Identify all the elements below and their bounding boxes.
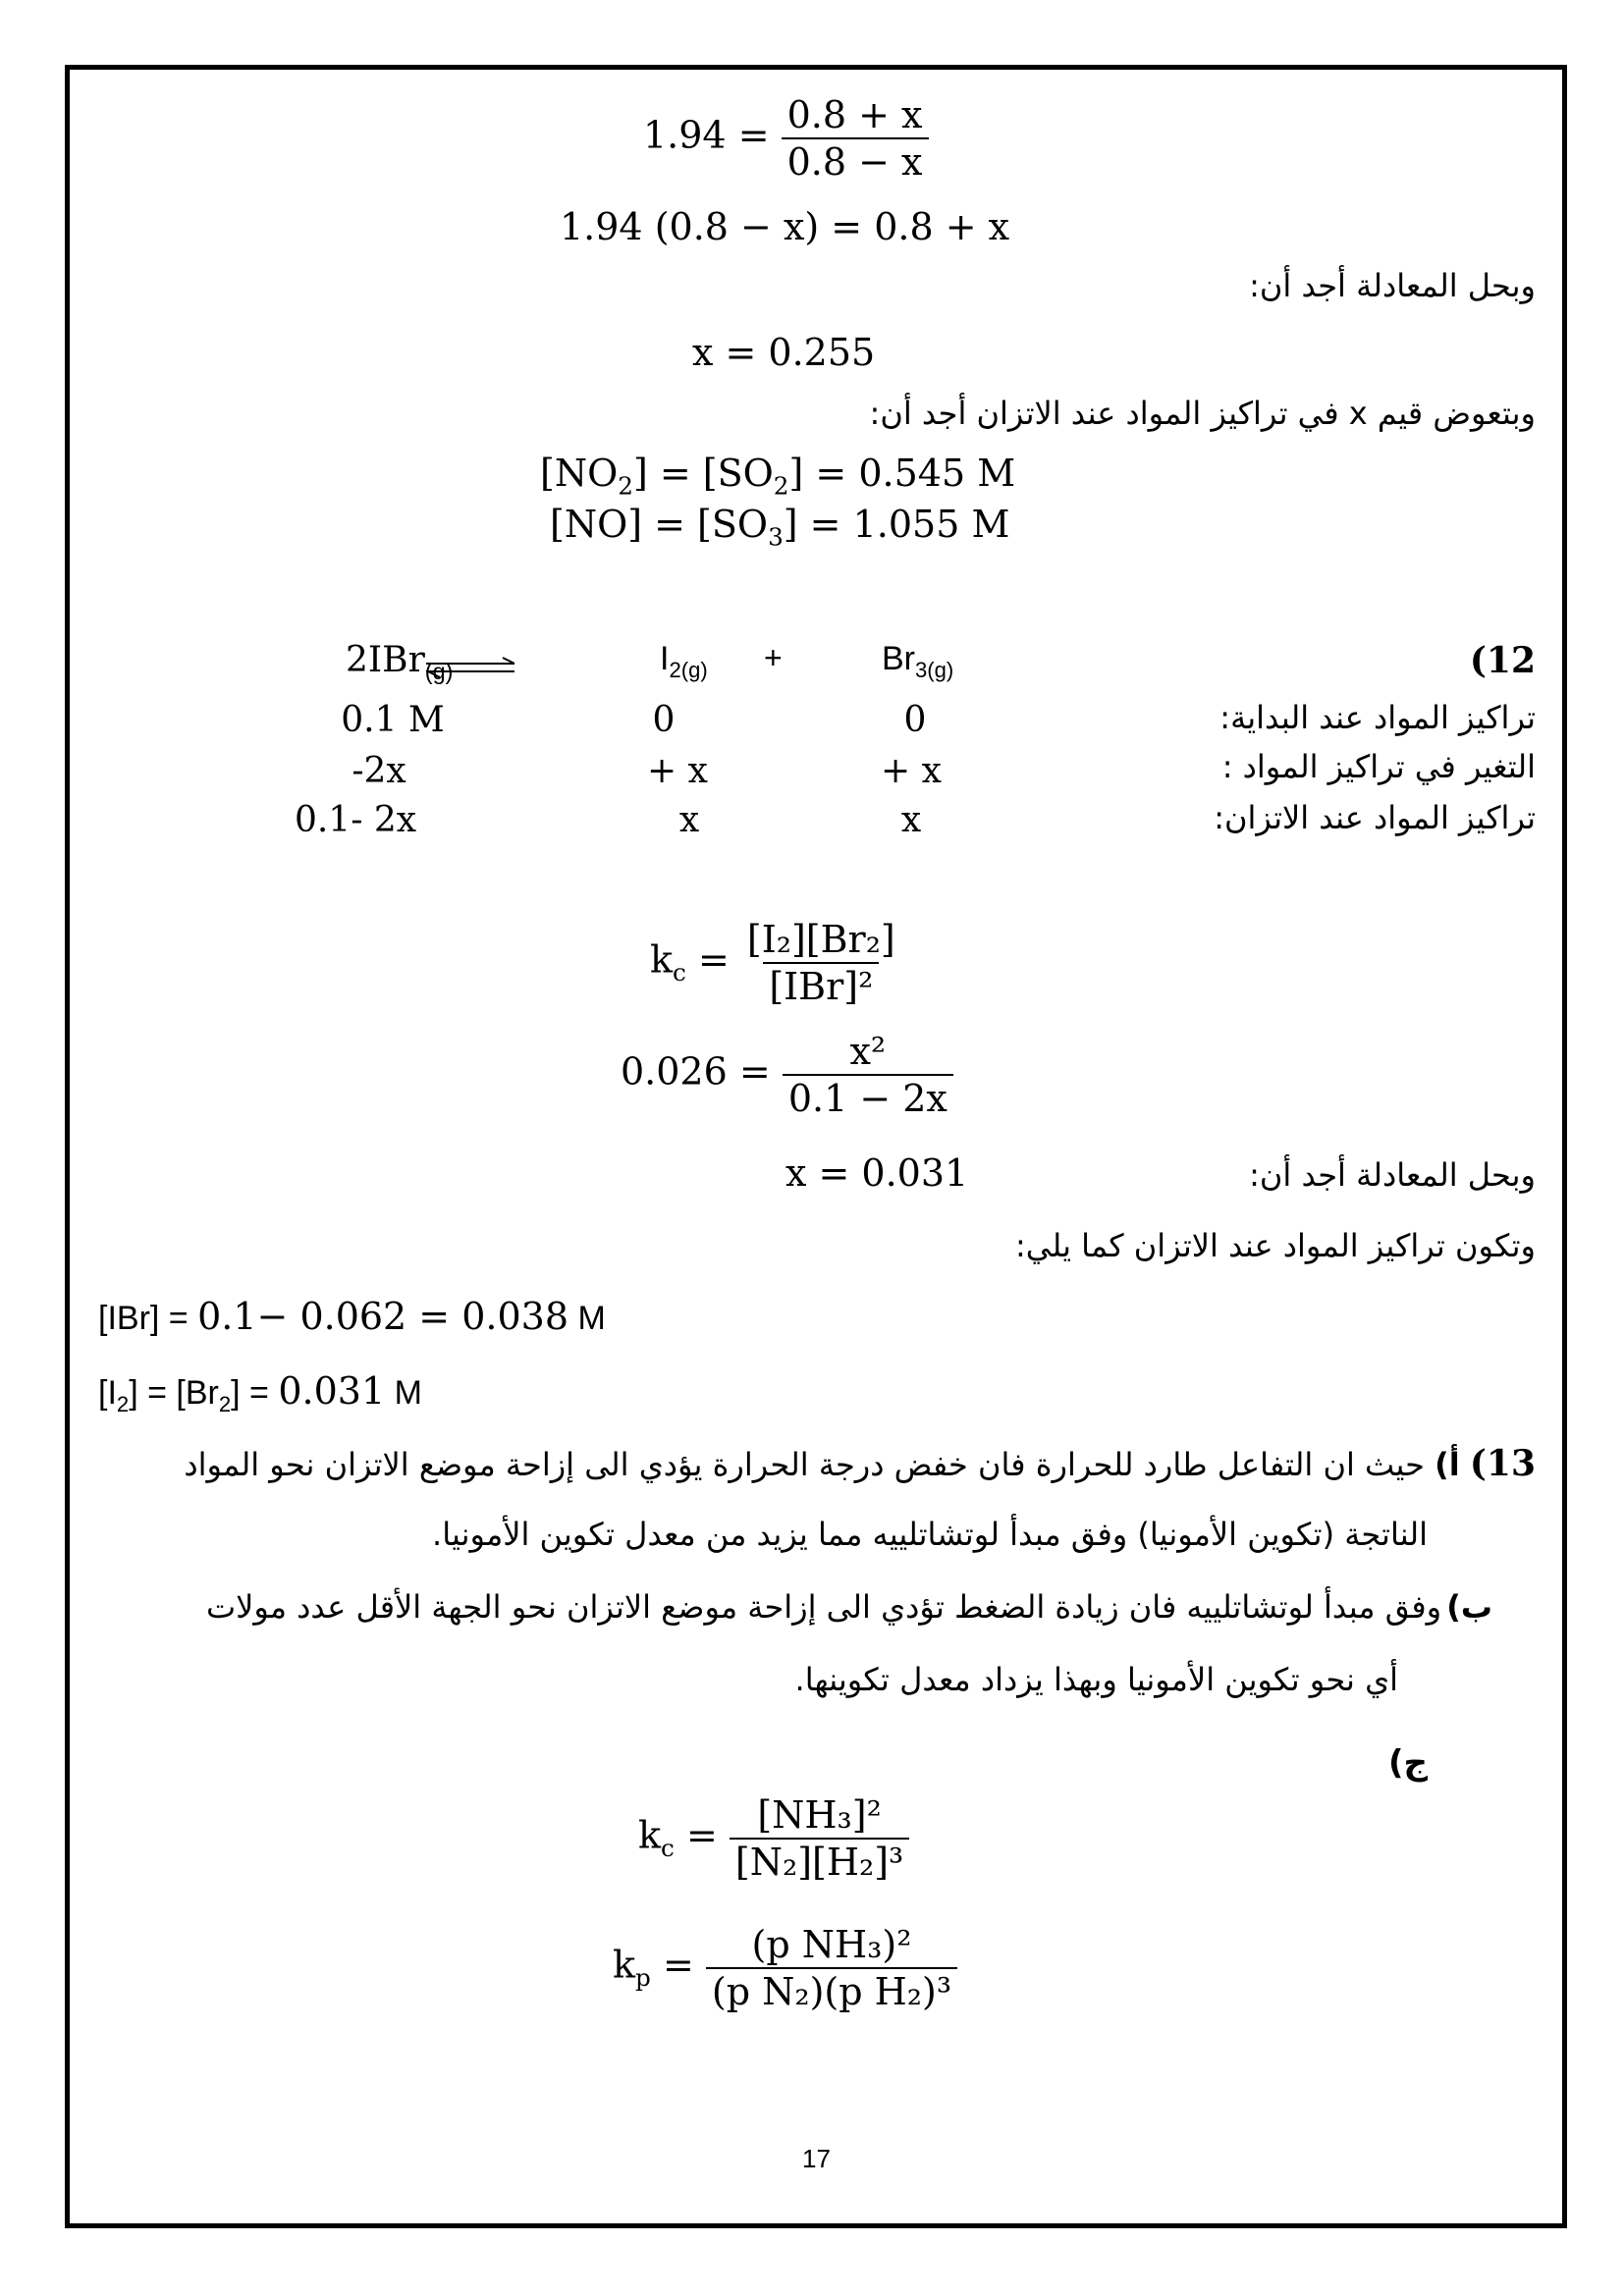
kp-expression-13: $k_p$ = $\frac{\text{(p NH₃)²}}{\text{(p N₂)(p H₂)³}}$ <box>613 1926 957 2010</box>
q13-line-b1 <box>206 1588 1492 1626</box>
kc-value-equation <box>621 1030 953 1120</box>
question-13-number: 13) <box>1469 1443 1536 1484</box>
conc-value: 0.1− 0.062 = 0.038 <box>197 1295 569 1338</box>
fraction-denominator: (p N₂)(p H₂)³ <box>706 1967 957 2010</box>
reaction-product-br3 <box>882 640 953 683</box>
reactant-formula: 2IBr <box>346 640 425 680</box>
conc-text: [I <box>98 1374 117 1412</box>
subscript: 2 <box>618 471 633 501</box>
ice-cell: 0 <box>903 700 927 740</box>
kp-symbol: k <box>613 1943 636 1987</box>
fraction-denominator: [N₂][H₂]³ <box>730 1838 909 1881</box>
part-b-marker: ب) <box>1446 1588 1492 1626</box>
ice-cell: -2x <box>352 751 406 791</box>
equation-ratio <box>643 93 929 184</box>
x-result-1: x = 0.255 <box>692 331 876 374</box>
ice-label-change: التغير في تراكيز المواد : <box>1221 748 1536 785</box>
reaction-plus: + <box>764 640 783 675</box>
fraction-numerator: [NH₃]² <box>757 1793 882 1837</box>
ice-cell: 0 <box>652 700 676 740</box>
conc-text: [IBr] = <box>98 1300 198 1337</box>
kc-symbol: k <box>638 1813 662 1857</box>
solve-statement-2: وبحل المعادلة أجد أن: <box>1249 1156 1536 1194</box>
q13-line-a1 <box>184 1443 1536 1484</box>
substitute-statement: وبتعوض قيم x في تراكيز المواد عند الاتزان أجد أن: <box>869 395 1536 432</box>
ice-cell: + x <box>881 751 942 791</box>
conc-text: [NO] = [SO <box>550 503 769 546</box>
equals-sign: = <box>697 937 730 982</box>
concentration-no-so3 <box>550 503 1010 552</box>
equilibrium-arrow-icon <box>424 656 518 681</box>
ice-cell: x <box>678 800 700 840</box>
fraction-numerator: [I₂][Br₂] <box>746 918 895 961</box>
fraction-denominator: 0.1 − 2x <box>783 1074 953 1117</box>
q13-line-a2: الناتجة (تكوين الأمونيا) وفق مبدأ لوتشاتلييه مما يزيد من معدل تكوين الأمونيا. <box>432 1516 1428 1553</box>
fraction-numerator: 0.8 + x <box>786 93 923 136</box>
q13-line-b2: أي نحو تكوين الأمونيا وبهذا يزداد معدل تكوينها. <box>794 1661 1398 1698</box>
ice-label-initial: تراكيز المواد عند البداية: <box>1219 699 1536 736</box>
conc-text: ] = [SO <box>632 452 774 495</box>
ice-cell: x <box>900 800 922 840</box>
fraction <box>730 1793 909 1884</box>
equation-lhs: 0.026 = <box>621 1049 771 1094</box>
fraction-denominator: [IBr]² <box>763 962 879 1005</box>
reaction-product-i2 <box>660 640 708 683</box>
product-formula: Br <box>882 640 915 677</box>
subscript: 2 <box>116 1391 130 1416</box>
page-border <box>65 65 1567 2228</box>
kc-expression-12 <box>650 918 901 1008</box>
ice-label-equilibrium: تراكيز المواد عند الاتزان: <box>1214 799 1536 836</box>
solve-statement-1: وبحل المعادلة أجد أن: <box>1249 267 1536 304</box>
conc-text: ] = [Br <box>129 1374 219 1412</box>
subscript: 3 <box>768 522 784 552</box>
subscript: 2(g) <box>669 657 708 682</box>
part-c-marker: ج) <box>1387 1743 1428 1783</box>
ibr-concentration <box>98 1295 606 1338</box>
kc-symbol: k <box>650 937 674 982</box>
state-subscript: (g) <box>424 659 454 685</box>
unit: M <box>385 1374 422 1412</box>
fraction-numerator: x² <box>849 1030 887 1073</box>
equation-lhs: 1.94 = <box>643 113 770 157</box>
kc-expression-13: $k_c$ = $\frac{\text{[NH₃]²}}{\text{[N₂][H₂]³}}$ <box>638 1796 909 1881</box>
subscript: p <box>635 1963 651 1993</box>
page-number: 17 <box>802 2144 831 2173</box>
subscript: 2 <box>218 1391 232 1416</box>
part-a-text: حيث ان التفاعل طارد للحرارة فان خفض درجة الحرارة يؤدي الى إزاحة موضع الاتزان نحو المواد <box>184 1446 1425 1483</box>
ice-cell: + x <box>647 751 708 791</box>
unit: M <box>568 1300 606 1337</box>
fraction-denominator: 0.8 − x <box>782 137 929 181</box>
conc-text: ] = <box>231 1374 279 1412</box>
conc-text: ] = 1.055 M <box>783 503 1010 546</box>
concentration-no2-so2 <box>540 454 1015 499</box>
conc-text: ] = 0.545 M <box>788 452 1016 495</box>
concentration-statement: وتكون تراكيز المواد عند الاتزان كما يلي: <box>1015 1227 1536 1264</box>
i2-br2-concentration <box>98 1369 422 1417</box>
question-12-number: (12 <box>1469 640 1536 681</box>
x-result-2: x = 0.031 <box>785 1151 969 1195</box>
part-a-marker: أ) <box>1435 1446 1460 1483</box>
conc-text: [NO <box>540 452 619 495</box>
fraction <box>741 918 901 1008</box>
fraction-numerator: (p NH₃)² <box>751 1923 912 1966</box>
ice-cell: 0.1- 2x <box>294 800 417 840</box>
fraction <box>783 1030 953 1120</box>
equation-expanded: 1.94 (0.8 − x) = 0.8 + x <box>560 205 1010 248</box>
subscript: 3(g) <box>915 657 954 682</box>
fraction <box>706 1923 957 2013</box>
ice-cell: 0.1 M <box>341 700 445 740</box>
subscript: c <box>673 958 686 988</box>
part-b-text: وفق مبدأ لوتشاتلييه فان زيادة الضغط تؤدي الى إزاحة موضع الاتزان نحو الجهة الأقل عدد مولات <box>205 1588 1442 1626</box>
subscript: c <box>661 1834 675 1863</box>
conc-value: 0.031 <box>278 1369 386 1413</box>
fraction <box>782 93 929 184</box>
product-formula: I <box>660 640 670 677</box>
subscript: 2 <box>773 471 789 501</box>
